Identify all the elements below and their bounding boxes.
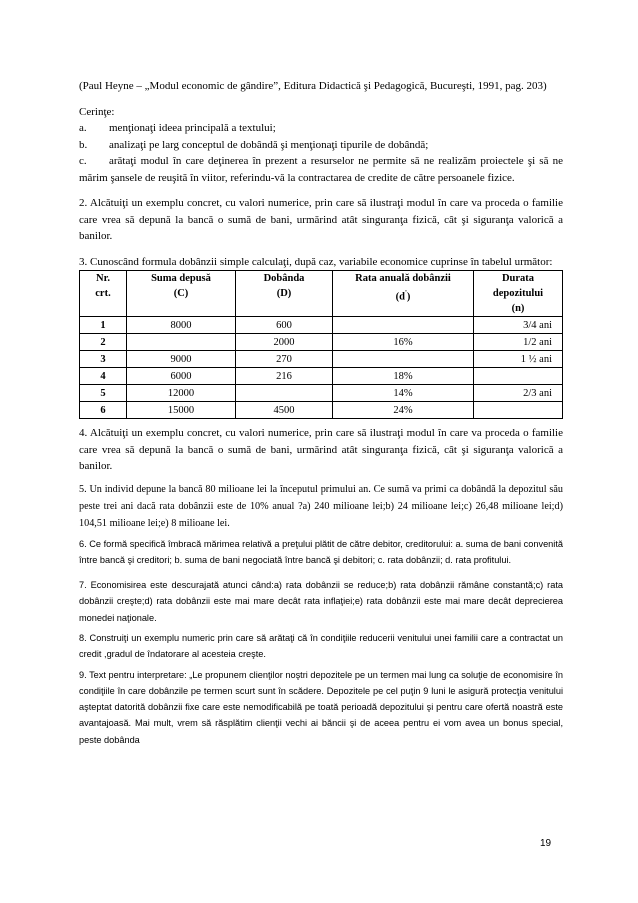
cell-durata: 1/2 ani <box>474 334 563 351</box>
cell-rata <box>333 317 474 334</box>
requirement-text: menţionaţi ideea principală a textului; <box>109 122 276 134</box>
table-row <box>80 334 563 351</box>
item-2: 2. Alcătuiţi un exemplu concret, cu valori numerice, prin care să ilustraţi modul în care va proceda o familie care vrea să depună la bancă o sumă de bani, urmărind atât singuranţa fizică, cât şi siguranţa valorică a banilor. <box>79 197 563 242</box>
document-page <box>79 78 563 748</box>
cell-rata: 24% <box>333 402 474 419</box>
cell-dobanda: 600 <box>236 317 333 334</box>
cell-suma: 15000 <box>127 402 236 419</box>
cell-suma: 9000 <box>127 351 236 368</box>
item-8: 8. Construiţi un exemplu numeric prin care să arătaţi că în condiţiile reducerii venitului unei familii care a contractat un credit ,gradul de îndatorare al acesteia creşte. <box>79 632 563 660</box>
table-row <box>80 317 563 334</box>
table-row <box>80 368 563 385</box>
header-rata: Rata anuală dobânzii (d') <box>333 271 474 317</box>
cell-rata: 16% <box>333 334 474 351</box>
table-header-row <box>80 271 563 317</box>
cell-dobanda <box>236 385 333 402</box>
cell-dobanda: 4500 <box>236 402 333 419</box>
cell-dobanda: 270 <box>236 351 333 368</box>
cell-nr: 1 <box>80 317 127 334</box>
cell-rata: 14% <box>333 385 474 402</box>
item-3: 3. Cunoscând formula dobânzii simple calculaţi, după caz, variabile economice cuprinse în tabelul următor: <box>79 255 553 268</box>
header-durata: Durata depozitului (n) <box>474 271 563 317</box>
cell-durata: 1 ½ ani <box>474 351 563 368</box>
interest-table <box>79 270 563 419</box>
item-5: 5. Un individ depune la bancă 80 milioane lei la începutul primului an. Ce sumă va primi ca dobândă la depozitul său peste trei ani dacă rata dobânzii este de 10% anual ?a) 240 milioane lei;b) 24 milioane lei;c) 26,48 milioane lei;d) 104,51 milioane lei;e) 8 milioane lei. <box>79 483 563 529</box>
requirement-c <box>79 153 563 186</box>
requirement-b <box>79 137 563 154</box>
cell-durata: 3/4 ani <box>474 317 563 334</box>
cell-durata <box>474 402 563 419</box>
requirement-label: c. <box>79 155 87 167</box>
item-7: 7. Economisirea este descurajată atunci când:a) rata dobânzii se reduce;b) rata dobânzii rămâne constantă;c) rata dobânzii creşte;d) rata dobânzii este mai mare decât rata inflaţiei;e) rata dobânzii este mai mare decât deprecierea monedei naţionale. <box>79 580 563 623</box>
header-suma: Suma depusă (C) <box>127 271 236 317</box>
requirement-text: analizaţi pe larg conceptul de dobândă şi menţionaţi tipurile de dobândă; <box>109 138 429 151</box>
cell-suma: 12000 <box>127 385 236 402</box>
cell-suma <box>127 334 236 351</box>
cell-suma: 8000 <box>127 317 236 334</box>
cell-durata <box>474 368 563 385</box>
table-row <box>80 402 563 419</box>
page-number: 19 <box>540 838 552 849</box>
cell-nr: 4 <box>80 368 127 385</box>
requirements <box>79 104 563 187</box>
cell-nr: 5 <box>80 385 127 402</box>
cell-rata <box>333 351 474 368</box>
table-row <box>80 351 563 368</box>
requirement-label: a. <box>79 122 87 134</box>
requirement-label: b. <box>79 138 88 151</box>
requirement-a <box>79 120 563 137</box>
header-nr: Nr. crt. <box>80 271 127 317</box>
cell-suma: 6000 <box>127 368 236 385</box>
header-dobanda: Dobânda (D) <box>236 271 333 317</box>
cell-nr: 6 <box>80 402 127 419</box>
table-row <box>80 385 563 402</box>
cell-dobanda: 2000 <box>236 334 333 351</box>
requirement-text: arătaţi modul în care deţinerea în prezent a resurselor ne permite să ne realizăm proiectele şi să ne mărim şansele de reuşită în viitor, referindu-vă la contractarea de credite de către persoanele fizice. <box>79 155 563 184</box>
cell-rata: 18% <box>333 368 474 385</box>
item-6: 6. Ce formă specifică îmbracă mărimea relativă a preţului plătit de către debitor, creditorului: a. suma de bani convenită între bancă şi creditori; b. suma de bani negociată între bancă şi debitori; c. rata dobânzii; d. rata profitului. <box>79 538 563 565</box>
cell-durata: 2/3 ani <box>474 385 563 402</box>
item-9: 9. Text pentru interpretare: „Le propunem clienţilor noştri depozitele pe un termen mai lung ca soluţie de economisire în condiţiile în care dobânzile pe termen scurt sunt în scădere. Depozitele pe cel puţin 9 luni le asigură protecţia venitului aşteptat datorită dobânzii fixe care este nemodificabilă pe toată perioadă depozitului şi pentru care ofertă noastră este avantajoasă. Mai mult, vrem să răsplătim clienţii vechi ai băncii şi de aceea pentru ei vom avea un bonus special, peste dobânda <box>79 669 563 745</box>
citation: (Paul Heyne – „Modul economic de gândire”, Editura Didactică şi Pedagogică, Bucureşti, 1991, pag. 203) <box>79 80 547 92</box>
cell-dobanda: 216 <box>236 368 333 385</box>
cell-nr: 2 <box>80 334 127 351</box>
item-4: 4. Alcătuiţi un exemplu concret, cu valori numerice, prin care să ilustraţi modul în care va proceda o familie care vrea să depună la bancă o sumă de bani, urmărind atât singuranţa fizică, cât şi siguranţa valorică a banilor. <box>79 427 563 472</box>
requirements-heading: Cerinţe: <box>79 105 115 118</box>
cell-nr: 3 <box>80 351 127 368</box>
